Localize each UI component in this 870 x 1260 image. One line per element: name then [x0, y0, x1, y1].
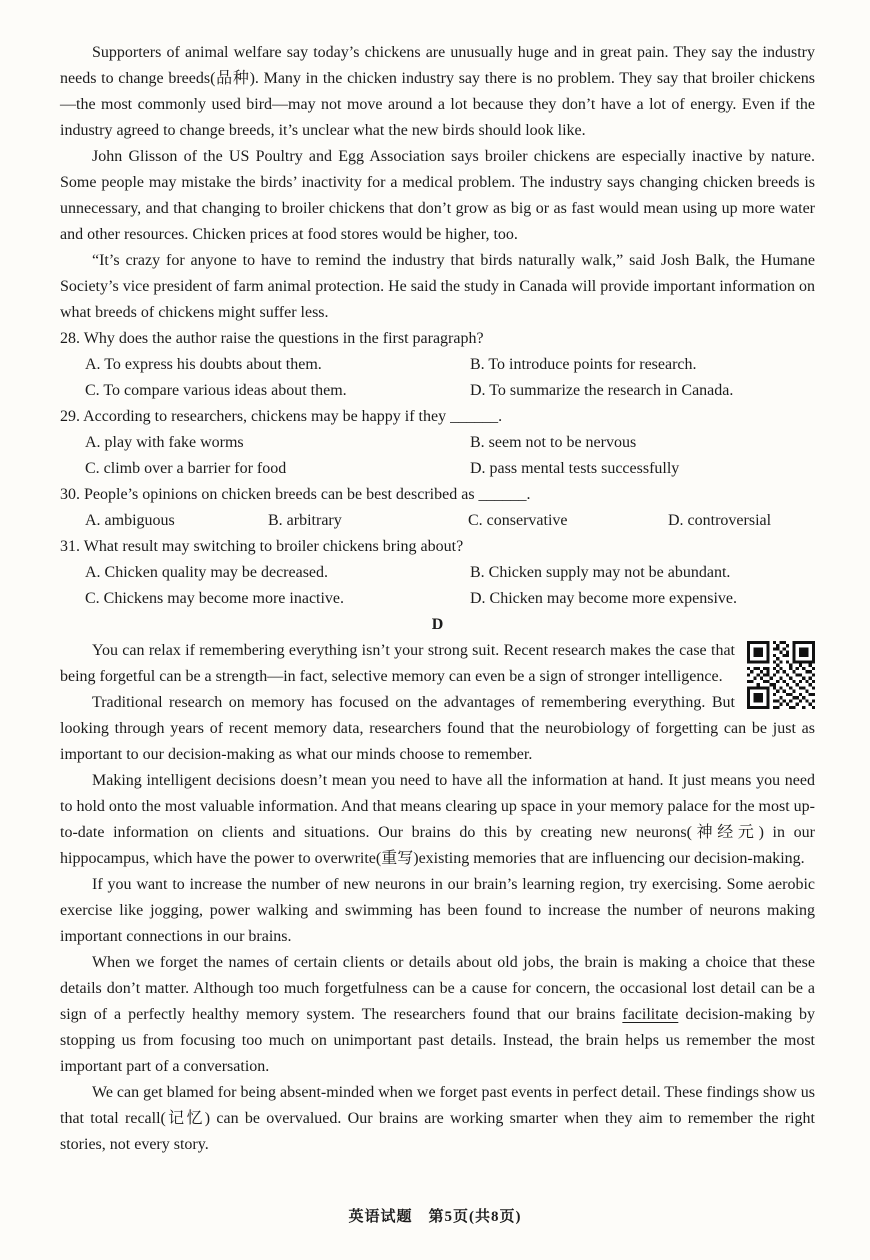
paragraph-5-text-before: When we forget the names of certain clients or details about old jobs, the brain is making a choice that these details don’t matter. Although too much forgetfulness can be a cause for concern, the occasional lost detail can be a sign of a perfectly healthy memory system. The researchers found that our brains: [60, 954, 815, 1023]
page-footer: 英语试题 第5页(共8页): [348, 1209, 522, 1225]
passage-d-paragraph-1: [60, 638, 815, 690]
question-28-stem: 28. Why does the author raise the questions in the first paragraph?: [60, 330, 484, 347]
section-d-heading: D: [431, 616, 444, 633]
option-31-b: B. Chicken supply may not be abundant.: [470, 564, 731, 581]
passage-c-paragraph-3: “It’s crazy for anyone to have to remind the industry that birds naturally walk,” said Josh Balk, the Humane Society’s vice president of farm animal protection. He said the study in Canada will provide important information on what breeds of chickens might suffer less.: [60, 252, 815, 321]
qr-code-icon: [747, 641, 815, 709]
passage-c-paragraph-2: John Glisson of the US Poultry and Egg Association says broiler chickens are especially inactive by nature. Some people may mistake the birds’ inactivity for a medical problem. The industry says changing chicken breeds is unnecessary, and that changing to broiler chickens that don’t grow as big or as fast would mean using up more water and other resources. Chicken prices at food stores would be higher, too.: [60, 148, 815, 243]
option-28-b: B. To introduce points for research.: [470, 356, 697, 373]
option-29-c: C. climb over a barrier for food: [85, 460, 287, 477]
option-30-b: B. arbitrary: [268, 512, 342, 529]
option-29-b: B. seem not to be nervous: [470, 434, 637, 451]
question-28-options: [60, 352, 815, 404]
passage-d-paragraph-1-text: You can relax if remembering everything isn’t your strong suit. Recent research makes the case that being forgetful can be a strength—in fact, selective memory can even be a sign of stronger intelligence.: [60, 642, 735, 685]
question-29: [60, 404, 815, 482]
question-31: [60, 534, 815, 612]
option-28-d: D. To summarize the research in Canada.: [470, 382, 734, 399]
option-28-c: C. To compare various ideas about them.: [85, 382, 347, 399]
question-29-stem: 29. According to researchers, chickens may be happy if they ______.: [60, 408, 503, 425]
passage-d-paragraph-6: We can get blamed for being absent-minded when we forget past events in perfect detail. These findings show us that total recall(记忆) can be overvalued. Our brains are working smarter when they aim to remember the right stories, not every story.: [60, 1084, 815, 1153]
question-30-options: [60, 508, 815, 534]
question-28: [60, 326, 815, 404]
question-29-options: [60, 430, 815, 482]
question-30-stem: 30. People’s opinions on chicken breeds can be best described as ______.: [60, 486, 531, 503]
question-31-stem: 31. What result may switching to broiler chickens bring about?: [60, 538, 464, 555]
option-30-d: D. controversial: [668, 512, 772, 529]
option-31-d: D. Chicken may become more expensive.: [470, 590, 738, 607]
option-28-a: A. To express his doubts about them.: [85, 356, 322, 373]
option-30-a: A. ambiguous: [85, 512, 175, 529]
paragraph-5-text-after: decision-making by stopping us from focusing too much on unimportant past details. Instead, the brain helps us remember the most important part of a conversation.: [60, 1006, 816, 1075]
question-31-options: [60, 560, 815, 612]
passage-d-paragraph-2: Traditional research on memory has focused on the advantages of remembering everything. But looking through years of recent memory data, researchers found that the neurobiology of forgetting can be just as important to our decision-making as what our minds choose to remember.: [60, 694, 815, 763]
passage-d-paragraph-5: [60, 950, 815, 1080]
question-30: [60, 482, 815, 534]
option-29-d: D. pass mental tests successfully: [470, 460, 680, 477]
underlined-word-facilitate: facilitate: [622, 1006, 679, 1023]
option-30-c: C. conservative: [468, 512, 568, 529]
option-31-c: C. Chickens may become more inactive.: [85, 590, 345, 607]
option-31-a: A. Chicken quality may be decreased.: [85, 564, 329, 581]
passage-d-paragraph-3: Making intelligent decisions doesn’t mean you need to have all the information at hand. It just means you need to hold onto the most valuable information. And that means clearing up space in your memory palace for the most up-to-date information on clients and situations. Our brains do this by creating new neurons(神经元) in our hippocampus, which have the power to overwrite(重写)existing memories that are influencing our decision-making.: [60, 772, 815, 867]
option-29-a: A. play with fake worms: [85, 434, 244, 451]
passage-c-paragraph-1: Supporters of animal welfare say today’s chickens are unusually huge and in great pain. They say the industry needs to change breeds(品种). Many in the chicken industry say there is no problem. They say that broiler chickens—the most commonly used bird—may not move around a lot because they don’t have a lot of energy. Even if the industry agreed to change breeds, it’s unclear what the new birds should look like.: [60, 44, 815, 139]
passage-d-paragraph-4: If you want to increase the number of new neurons in our brain’s learning region, try exercising. Some aerobic exercise like jogging, power walking and swimming has been found to increase the number of neurons making important connections in our brains.: [60, 876, 815, 945]
